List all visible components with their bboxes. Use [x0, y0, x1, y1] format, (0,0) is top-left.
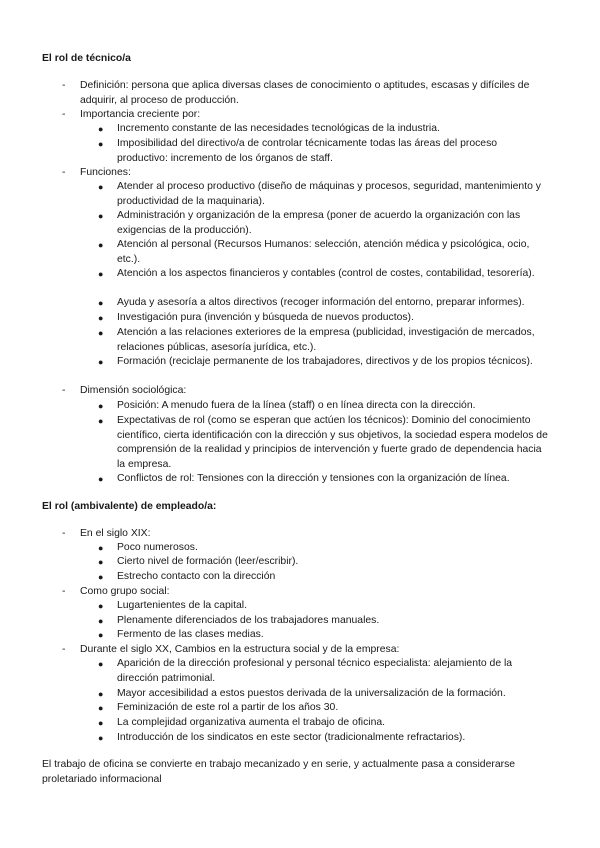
sub-item	[98, 238, 550, 267]
sub-item	[98, 209, 550, 238]
list-item-dimension	[62, 384, 548, 399]
list-item-siglo-xx	[62, 643, 548, 658]
dash-marker: -	[62, 644, 66, 655]
section-heading-tecnico: El rol de técnico/a	[42, 53, 131, 64]
bullet-marker: ●	[98, 124, 104, 134]
bullet-marker: ●	[98, 689, 104, 699]
sub-item-text: Introducción de los sindicatos en este sector (tradicionalmente refractarios).	[117, 732, 466, 743]
bullet-marker: ●	[98, 718, 104, 728]
sub-item-text: Mayor accesibilidad a estos puestos derivada de la universalización de la formación.	[117, 688, 506, 699]
sub-item-text: Expectativas de rol (como se esperan que actúen los técnicos): Dominio del conocimiento científico, cierta identificación con la dirección y sus objetivos, la sociedad espera modelos de comprensión de la realidad y principios de intervención y fuerte grado de dependencia hacia la empresa.	[117, 415, 548, 470]
sub-item-text: La complejidad organizativa aumenta el trabajo de oficina.	[117, 717, 386, 728]
bullet-marker: ●	[98, 543, 104, 553]
bullet-marker: ●	[98, 139, 104, 149]
sub-item-text: Atención al personal (Recursos Humanos: selección, atención médica y psicológica, ocio, etc.).	[117, 239, 530, 265]
bullet-marker: ●	[98, 416, 104, 426]
sub-item-text: Fermento de las clases medias.	[117, 629, 264, 640]
bullet-marker: ●	[98, 182, 104, 192]
sub-item	[98, 687, 550, 702]
sub-item	[98, 267, 550, 282]
section-heading-empleado: El rol (ambivalente) de empleado/a:	[42, 501, 217, 512]
bullet-marker: ●	[98, 269, 104, 279]
list-item-text: Dimensión sociológica:	[80, 385, 187, 396]
sub-item-text: Poco numerosos.	[117, 542, 198, 553]
bullet-marker: ●	[98, 572, 104, 582]
sub-item	[98, 414, 550, 472]
sub-item	[98, 570, 550, 585]
sub-item	[98, 716, 550, 731]
bullet-marker: ●	[98, 630, 104, 640]
sub-item-text: Administración y organización de la empresa (poner de acuerdo la organización con las exigencias de la producción).	[117, 210, 521, 236]
list-item-importancia	[62, 108, 548, 123]
sub-item	[98, 541, 550, 556]
sub-item	[98, 399, 550, 414]
dash-marker: -	[62, 385, 66, 396]
sub-item	[98, 472, 550, 487]
list-item-text: En el siglo XIX:	[80, 528, 151, 539]
bullet-marker: ●	[98, 328, 104, 338]
list-item-text: Como grupo social:	[80, 586, 170, 597]
list-item-text: Durante el siglo XX, Cambios en la estructura social y de la empresa:	[80, 644, 400, 655]
sub-item	[98, 122, 550, 137]
sub-item	[98, 555, 550, 570]
list-item-grupo-social	[62, 585, 548, 600]
sub-item	[98, 614, 550, 629]
bullet-marker: ●	[98, 659, 104, 669]
sub-item-text: Aparición de la dirección profesional y personal técnico especialista: alejamiento de la dirección patrimonial.	[117, 658, 513, 684]
dash-marker: -	[62, 528, 66, 539]
bullet-marker: ●	[98, 616, 104, 626]
sub-item-text: Conflictos de rol: Tensiones con la dirección y tensiones con la organización de línea.	[117, 473, 510, 484]
sub-item-text: Lugartenientes de la capital.	[117, 600, 247, 611]
sub-item-text: Feminización de este rol a partir de los años 30.	[117, 702, 339, 713]
bullet-marker: ●	[98, 557, 104, 567]
bullet-marker: ●	[98, 298, 104, 308]
sub-item	[98, 137, 550, 166]
list-item-siglo-xix	[62, 527, 548, 542]
list-item-text: Importancia creciente por:	[80, 109, 201, 120]
bullet-marker: ●	[98, 733, 104, 743]
sub-item	[98, 599, 550, 614]
sub-item	[98, 657, 550, 686]
closing-paragraph: El trabajo de oficina se convierte en trabajo mecanizado y en serie, y actualmente pasa a considerarse proletariado informacional	[42, 759, 516, 785]
bullet-marker: ●	[98, 703, 104, 713]
list-item-text: Funciones:	[80, 167, 131, 178]
dash-marker: -	[62, 586, 66, 597]
sub-item-text: Plenamente diferenciados de los trabajadores manuales.	[117, 615, 380, 626]
list-item-funciones	[62, 166, 548, 181]
sub-item-text: Imposibilidad del directivo/a de controlar técnicamente todas las áreas del proceso productivo: incremento de los órganos de staff.	[117, 138, 498, 164]
bullet-marker: ●	[98, 211, 104, 221]
bullet-marker: ●	[98, 601, 104, 611]
sub-item-text: Atención a las relaciones exteriores de la empresa (publicidad, investigación de mercados, relaciones públicas, asesoría jurídica, etc.).	[117, 327, 535, 353]
sub-item-text: Incremento constante de las necesidades tecnológicas de la industria.	[117, 123, 440, 134]
bullet-marker: ●	[98, 357, 104, 367]
sub-item	[98, 180, 550, 209]
sub-item-text: Atender al proceso productivo (diseño de máquinas y procesos, seguridad, mantenimiento y productividad de la maquinaria).	[117, 181, 541, 207]
sub-item	[98, 355, 550, 370]
sub-item-text: Atención a los aspectos financieros y contables (control de costes, contabilidad, tesorería).	[117, 268, 535, 279]
sub-item	[98, 311, 550, 326]
sub-item-text: Cierto nivel de formación (leer/escribir).	[117, 556, 299, 567]
list-item-definicion	[62, 79, 548, 108]
dash-marker: -	[62, 167, 66, 178]
sub-item	[98, 326, 550, 355]
sub-item	[98, 731, 550, 746]
sub-item-text: Posición: A menudo fuera de la línea (staff) o en línea directa con la dirección.	[117, 400, 476, 411]
sub-item-text: Estrecho contacto con la dirección	[117, 571, 276, 582]
sub-item	[98, 628, 550, 643]
list-item-text: Definición: persona que aplica diversas clases de conocimiento o aptitudes, escasas y difíciles de adquirir, al proceso de producción.	[80, 80, 530, 106]
sub-item-text: Formación (reciclaje permanente de los trabajadores, directivos y de los propios técnicos).	[117, 356, 533, 367]
sub-item	[98, 296, 550, 311]
bullet-marker: ●	[98, 401, 104, 411]
sub-item-text: Investigación pura (invención y búsqueda de nuevos productos).	[117, 312, 414, 323]
bullet-marker: ●	[98, 313, 104, 323]
bullet-marker: ●	[98, 474, 104, 484]
bullet-marker: ●	[98, 240, 104, 250]
sub-item	[98, 701, 550, 716]
dash-marker: -	[62, 109, 66, 120]
dash-marker: -	[62, 80, 66, 91]
sub-item-text: Ayuda y asesoría a altos directivos (recoger información del entorno, preparar informes).	[117, 297, 525, 308]
